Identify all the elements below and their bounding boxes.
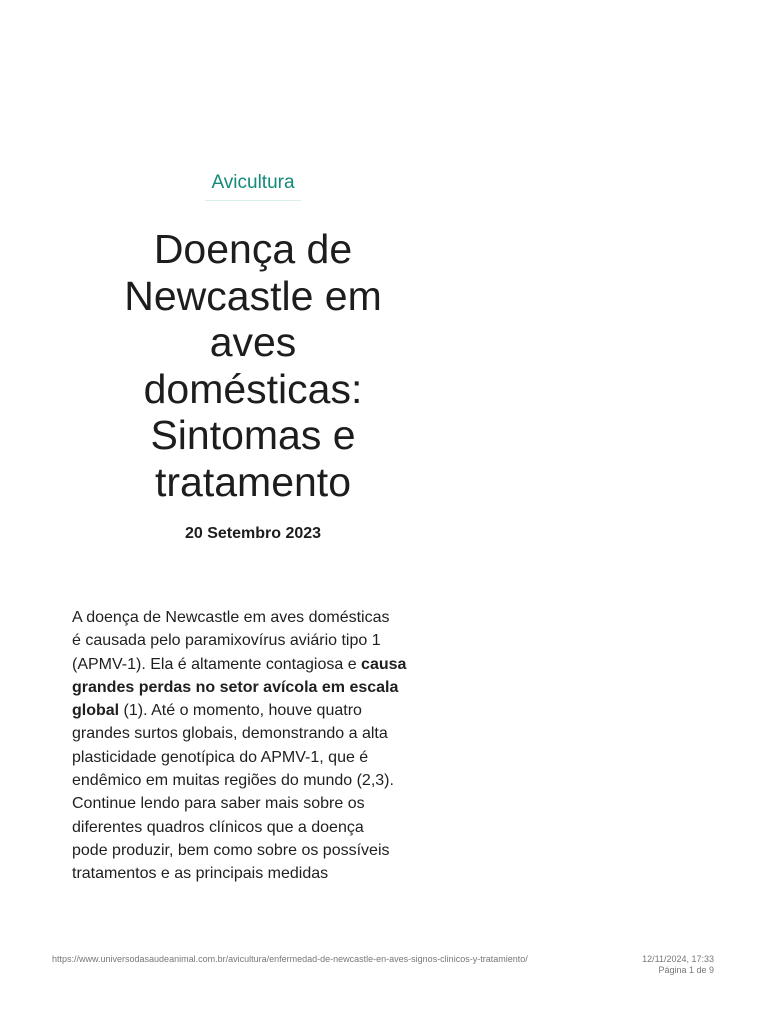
body-bold-segment: causa (361, 655, 407, 673)
body-line: grandes surtos globais, demonstrando a alta (72, 725, 388, 743)
page-number: Página 1 de 9 (658, 965, 714, 975)
body-line (72, 699, 444, 722)
body-text-segment: (1). Até o momento, houve quatro (119, 702, 362, 720)
body-bold-segment: global (72, 702, 120, 720)
publish-date: 20 Setembro 2023 (184, 525, 322, 542)
title-line: Doença de (153, 226, 353, 272)
body-line: é causada pelo paramixovírus aviário tipo 1 (72, 632, 381, 650)
title-line: Newcastle em (124, 272, 382, 319)
body-line: Continue lendo para saber mais sobre os (72, 795, 365, 813)
body-line: diferentes quadros clínicos que a doença (72, 818, 364, 836)
title-line: tratamento (155, 458, 351, 505)
body-line: A doença de Newcastle em aves domésticas (72, 609, 390, 626)
footer-url: https://www.universodasaudeanimal.com.br/avicultura/enfermedad-de-newcastle-en-aves-signos-clinicos-y-tratamiento/ (52, 954, 528, 964)
body-line-bold: grandes perdas no setor avícola em escala (72, 678, 399, 696)
body-line: plasticidade genotípica do APMV-1, que é (72, 748, 369, 766)
category-link[interactable]: Avicultura (205, 172, 301, 201)
footer-meta (642, 954, 714, 976)
title-line: Sintomas e (150, 412, 356, 458)
body-line: endêmico em muitas regiões do mundo (2,3). (72, 772, 394, 790)
article-body (72, 606, 444, 886)
body-line: pode produzir, bem como sobre os possíveis (72, 841, 390, 859)
print-datetime: 12/11/2024, 17:33 (642, 954, 714, 964)
body-text-segment: (APMV-1). Ela é altamente contagiosa e (72, 655, 362, 673)
article-title (72, 226, 434, 505)
title-line: aves (209, 319, 297, 365)
body-line: tratamentos e as principais medidas (72, 865, 329, 883)
title-line: domésticas: (143, 365, 363, 412)
body-line (72, 653, 444, 676)
